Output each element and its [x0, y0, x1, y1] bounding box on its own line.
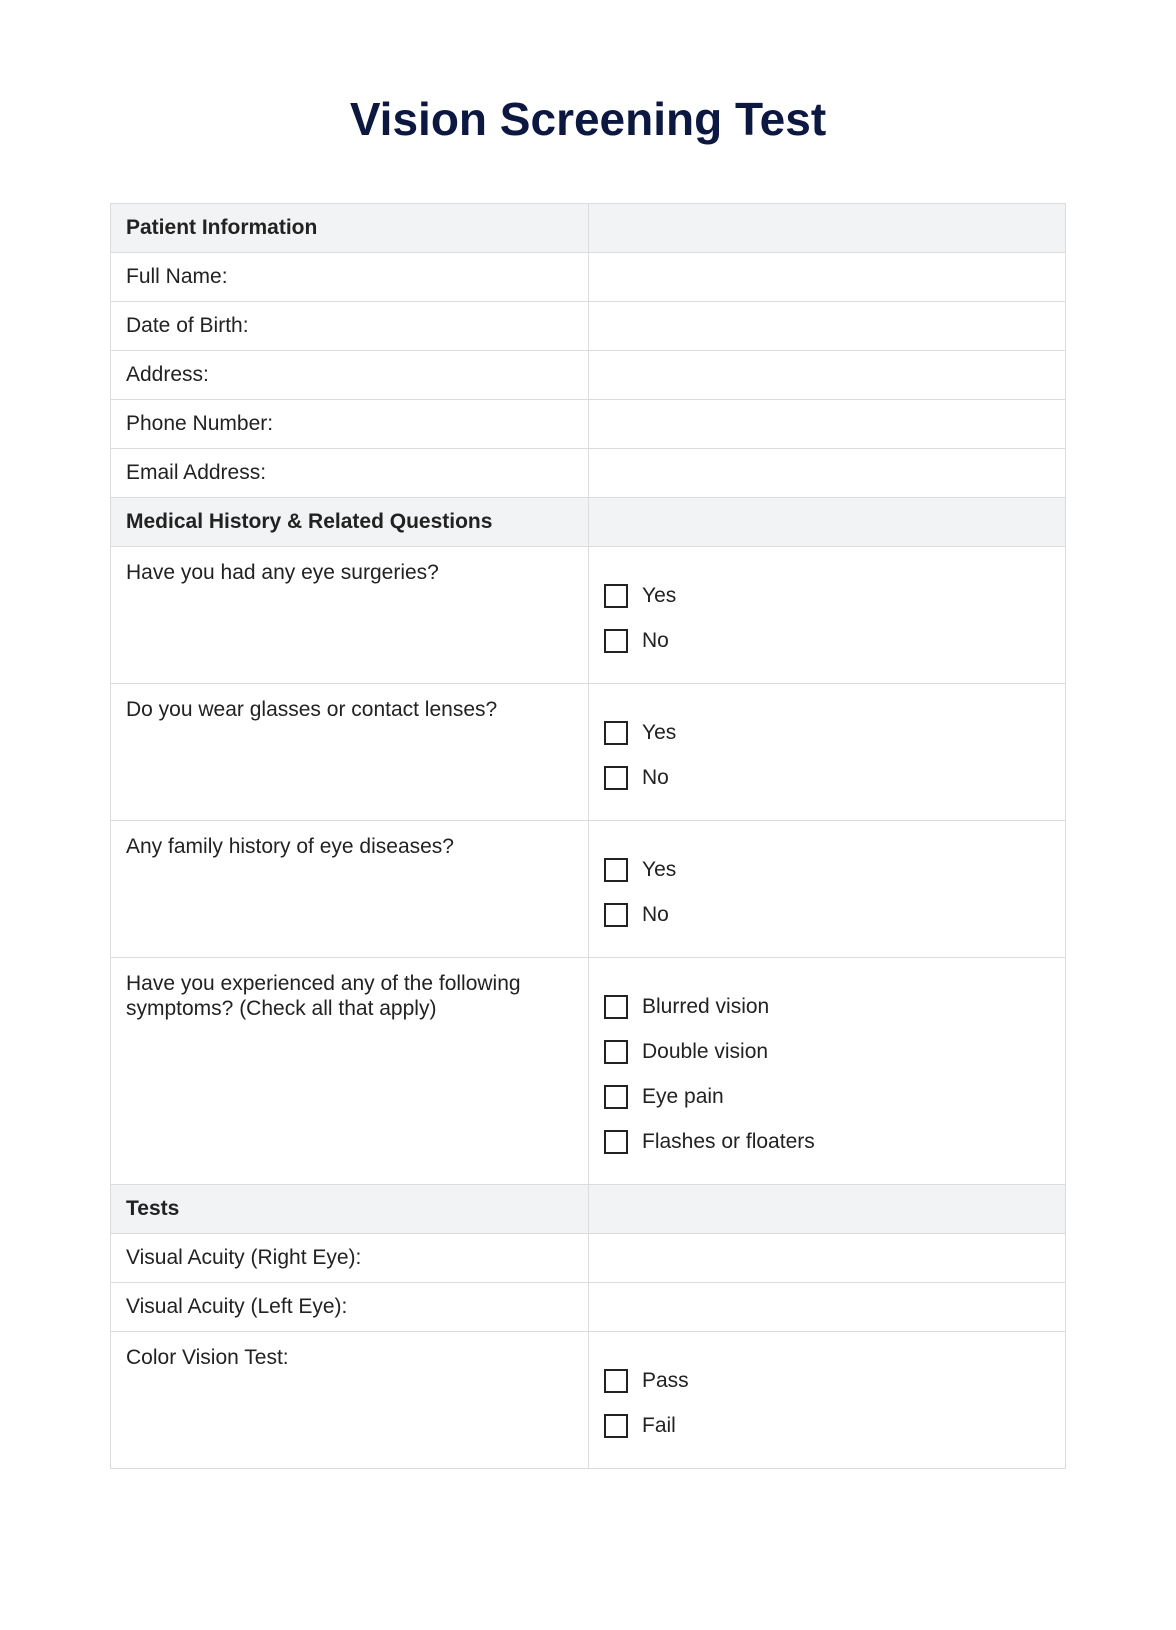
checkbox-option[interactable]: Blurred vision [604, 982, 1050, 1031]
page-title: Vision Screening Test [349, 93, 827, 145]
phone-input[interactable] [589, 400, 1066, 449]
checkbox-icon[interactable] [604, 584, 628, 608]
checkbox-icon[interactable] [604, 629, 628, 653]
question-color-vision: Color Vision Test: Pass Fail [111, 1332, 1066, 1469]
field-row-acuity-left: Visual Acuity (Left Eye): [111, 1283, 1066, 1332]
section-header-patient-information: Patient Information [111, 204, 1066, 253]
field-row-full-name: Full Name: [111, 253, 1066, 302]
question-glasses-contacts: Do you wear glasses or contact lenses? Yes No [111, 684, 1066, 821]
acuity-right-input[interactable] [589, 1234, 1066, 1283]
address-input[interactable] [589, 351, 1066, 400]
checkbox-option[interactable]: Eye pain [604, 1072, 1050, 1121]
checkbox-option[interactable]: Flashes or floaters [604, 1117, 1050, 1166]
acuity-left-input[interactable] [589, 1283, 1066, 1332]
date-of-birth-input[interactable] [589, 302, 1066, 351]
field-row-acuity-right: Visual Acuity (Right Eye): [111, 1234, 1066, 1283]
checkbox-option[interactable]: Yes [604, 708, 1050, 757]
checkbox-icon[interactable] [604, 1369, 628, 1393]
checkbox-icon[interactable] [604, 1085, 628, 1109]
checkbox-icon[interactable] [604, 995, 628, 1019]
field-row-date-of-birth: Date of Birth: [111, 302, 1066, 351]
full-name-input[interactable] [589, 253, 1066, 302]
question-symptoms: Have you experienced any of the following symptoms? (Check all that apply) Blurred vision Double vision Eye pain Flashes or floaters [111, 958, 1066, 1185]
checkbox-option[interactable]: No [604, 616, 1050, 665]
question-eye-surgeries: Have you had any eye surgeries? Yes No [111, 547, 1066, 684]
checkbox-option[interactable]: Yes [604, 571, 1050, 620]
checkbox-icon[interactable] [604, 903, 628, 927]
field-row-email: Email Address: [111, 449, 1066, 498]
section-header-tests: Tests [111, 1185, 1066, 1234]
section-header-medical-history: Medical History & Related Questions [111, 498, 1066, 547]
field-row-address: Address: [111, 351, 1066, 400]
checkbox-option[interactable]: No [604, 890, 1050, 939]
checkbox-option[interactable]: No [604, 753, 1050, 802]
email-input[interactable] [589, 449, 1066, 498]
question-family-history: Any family history of eye diseases? Yes No [111, 821, 1066, 958]
checkbox-icon[interactable] [604, 1040, 628, 1064]
checkbox-option[interactable]: Double vision [604, 1027, 1050, 1076]
checkbox-option[interactable]: Pass [604, 1356, 1050, 1405]
checkbox-option[interactable]: Fail [604, 1401, 1050, 1450]
field-row-phone: Phone Number: [111, 400, 1066, 449]
checkbox-icon[interactable] [604, 1414, 628, 1438]
checkbox-icon[interactable] [604, 1130, 628, 1154]
checkbox-icon[interactable] [604, 766, 628, 790]
screening-form-table [110, 203, 1066, 1469]
checkbox-icon[interactable] [604, 858, 628, 882]
checkbox-option[interactable]: Yes [604, 845, 1050, 894]
checkbox-icon[interactable] [604, 721, 628, 745]
